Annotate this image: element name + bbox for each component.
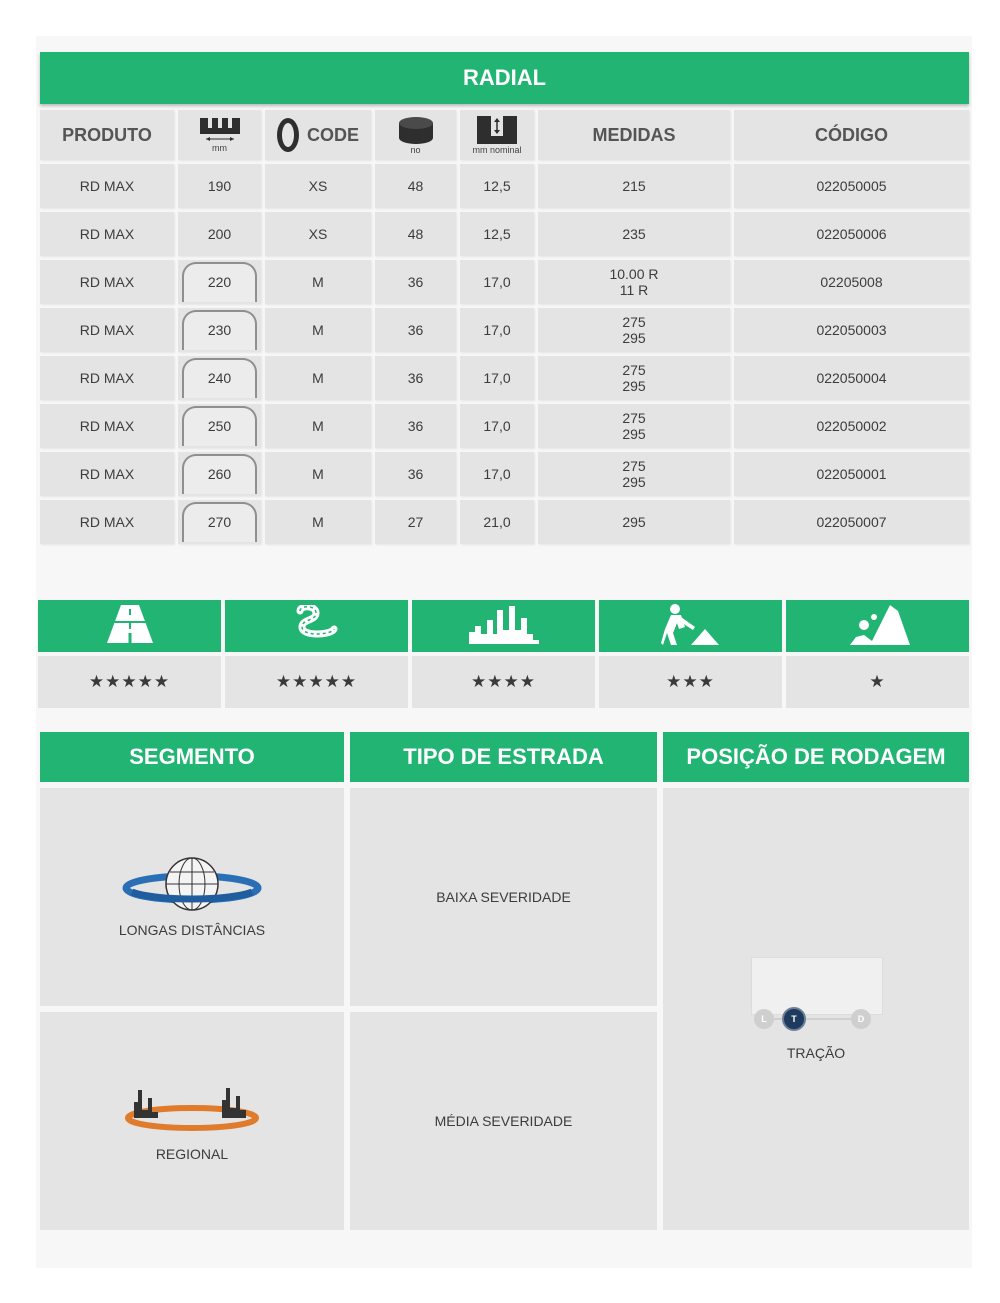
estrada-label: MÉDIA SEVERIDADE [434,1113,573,1129]
cell-code: M [312,466,324,482]
cell-produto: RD MAX [79,322,135,338]
table-row [40,356,969,400]
table-header-row [40,110,969,160]
cell-medida: 235 [622,226,646,242]
cell-codigo: 022050003 [816,322,887,338]
cell-depth: 21,0 [483,514,511,530]
cell-mm: 260 [207,466,232,482]
cell-produto: RD MAX [79,466,135,482]
table-row [40,164,969,208]
cell-medida: 275 [622,362,646,378]
cell-no: 48 [407,178,424,194]
application-city [412,600,595,708]
cell-no: 36 [407,370,424,386]
cell-medida: 275 [622,410,646,426]
posicao-rodagem [663,788,969,1230]
application-ratings [38,600,970,708]
product-table [40,110,969,548]
cell-code: XS [308,226,328,242]
cell-medida: 295 [622,474,646,490]
globe-icon [122,856,262,916]
segmento-regional [40,1012,344,1230]
cell-no: 36 [407,418,424,434]
wheel-l-icon: L [754,1009,774,1029]
cell-produto: RD MAX [79,370,135,386]
cell-depth: 17,0 [483,322,511,338]
segmento-header: SEGMENTO [40,732,344,782]
rating-stars: ★★★ [599,656,782,708]
application-construction [599,600,782,708]
header-ply: no [375,110,456,160]
table-row [40,452,969,496]
cell-codigo: 022050001 [816,466,887,482]
cell-medida: 10.00 R [609,266,659,282]
rating-stars: ★★★★★ [38,656,221,708]
application-offroad [786,600,969,708]
cell-produto: RD MAX [79,178,135,194]
segmento-label: LONGAS DISTÂNCIAS [118,922,266,938]
cell-codigo: 022050006 [816,226,887,242]
table-body [40,164,969,544]
cell-medida: 295 [622,330,646,346]
segmento-longas [40,788,344,1006]
cell-codigo: 022050004 [816,370,887,386]
cell-no: 36 [407,466,424,482]
construction-worker-icon [661,603,721,650]
regional-city-icon [122,1080,262,1140]
wheel-t-icon: T [782,1007,806,1031]
cell-code: M [312,322,324,338]
truck-axle-diagram [746,957,886,1037]
cell-depth: 17,0 [483,466,511,482]
tread-width-icon [200,118,240,142]
rating-stars: ★ [786,656,969,708]
rocky-terrain-icon [846,603,910,650]
cell-codigo: 022050002 [816,418,887,434]
cell-no: 48 [407,226,424,242]
header-code: CODE [265,110,371,160]
cell-codigo: 022050007 [816,514,887,530]
posicao-header: POSIÇÃO DE RODAGEM [663,732,969,782]
cell-produto: RD MAX [79,418,135,434]
cell-mm: 270 [207,514,232,530]
cell-depth: 17,0 [483,418,511,434]
cell-medida: 11 R [619,282,649,298]
cell-code: M [312,370,324,386]
estrada-label: BAIXA SEVERIDADE [436,889,571,905]
table-row [40,212,969,256]
header-width: mm [178,110,261,160]
estrada-baixa [350,788,657,1006]
cell-no: 27 [407,514,424,530]
tread-depth-icon [477,116,517,144]
cell-medida: 275 [622,314,646,330]
cell-mm: 250 [207,418,232,434]
estrada-media [350,1012,657,1230]
cell-no: 36 [407,274,424,290]
cell-no: 36 [407,322,424,338]
table-row [40,500,969,544]
cell-mm: 190 [207,178,232,194]
cell-mm: 230 [207,322,232,338]
cell-produto: RD MAX [79,514,135,530]
cell-produto: RD MAX [79,274,135,290]
winding-road-icon [292,605,342,648]
city-icon [469,604,539,649]
radial-title: RADIAL [40,52,969,104]
cell-medida: 275 [622,458,646,474]
rating-stars: ★★★★★ [225,656,408,708]
cell-medida: 295 [622,514,646,530]
segmento-label: REGIONAL [155,1146,229,1162]
truck-body [751,957,883,1015]
header-medidas: MEDIDAS [538,110,730,160]
cell-depth: 12,5 [483,178,511,194]
cell-code: XS [308,178,328,194]
application-winding [225,600,408,708]
rating-stars: ★★★★ [412,656,595,708]
cell-mm: 200 [207,226,232,242]
highway-icon [105,605,155,648]
cell-codigo: 022050005 [816,178,887,194]
header-produto: PRODUTO [40,110,174,160]
header-codigo: CÓDIGO [734,110,969,160]
cell-medida: 295 [622,426,646,442]
wheel-d-icon: D [851,1009,871,1029]
header-depth: mm nominal [460,110,534,160]
cell-code: M [312,418,324,434]
cell-mm: 220 [207,274,232,290]
cell-produto: RD MAX [79,226,135,242]
cell-depth: 12,5 [483,226,511,242]
cell-medida: 215 [622,178,646,194]
application-highway [38,600,221,708]
posicao-label: TRAÇÃO [786,1045,846,1061]
cell-depth: 17,0 [483,370,511,386]
cylinder-icon [398,116,434,144]
table-row [40,404,969,448]
cell-medida: 295 [622,378,646,394]
cell-code: M [312,514,324,530]
table-row [40,308,969,352]
table-row [40,260,969,304]
cell-depth: 17,0 [483,274,511,290]
tire-icon [277,118,299,152]
cell-codigo: 02205008 [820,274,883,290]
tipo-estrada-header: TIPO DE ESTRADA [350,732,657,782]
cell-code: M [312,274,324,290]
cell-mm: 240 [207,370,232,386]
